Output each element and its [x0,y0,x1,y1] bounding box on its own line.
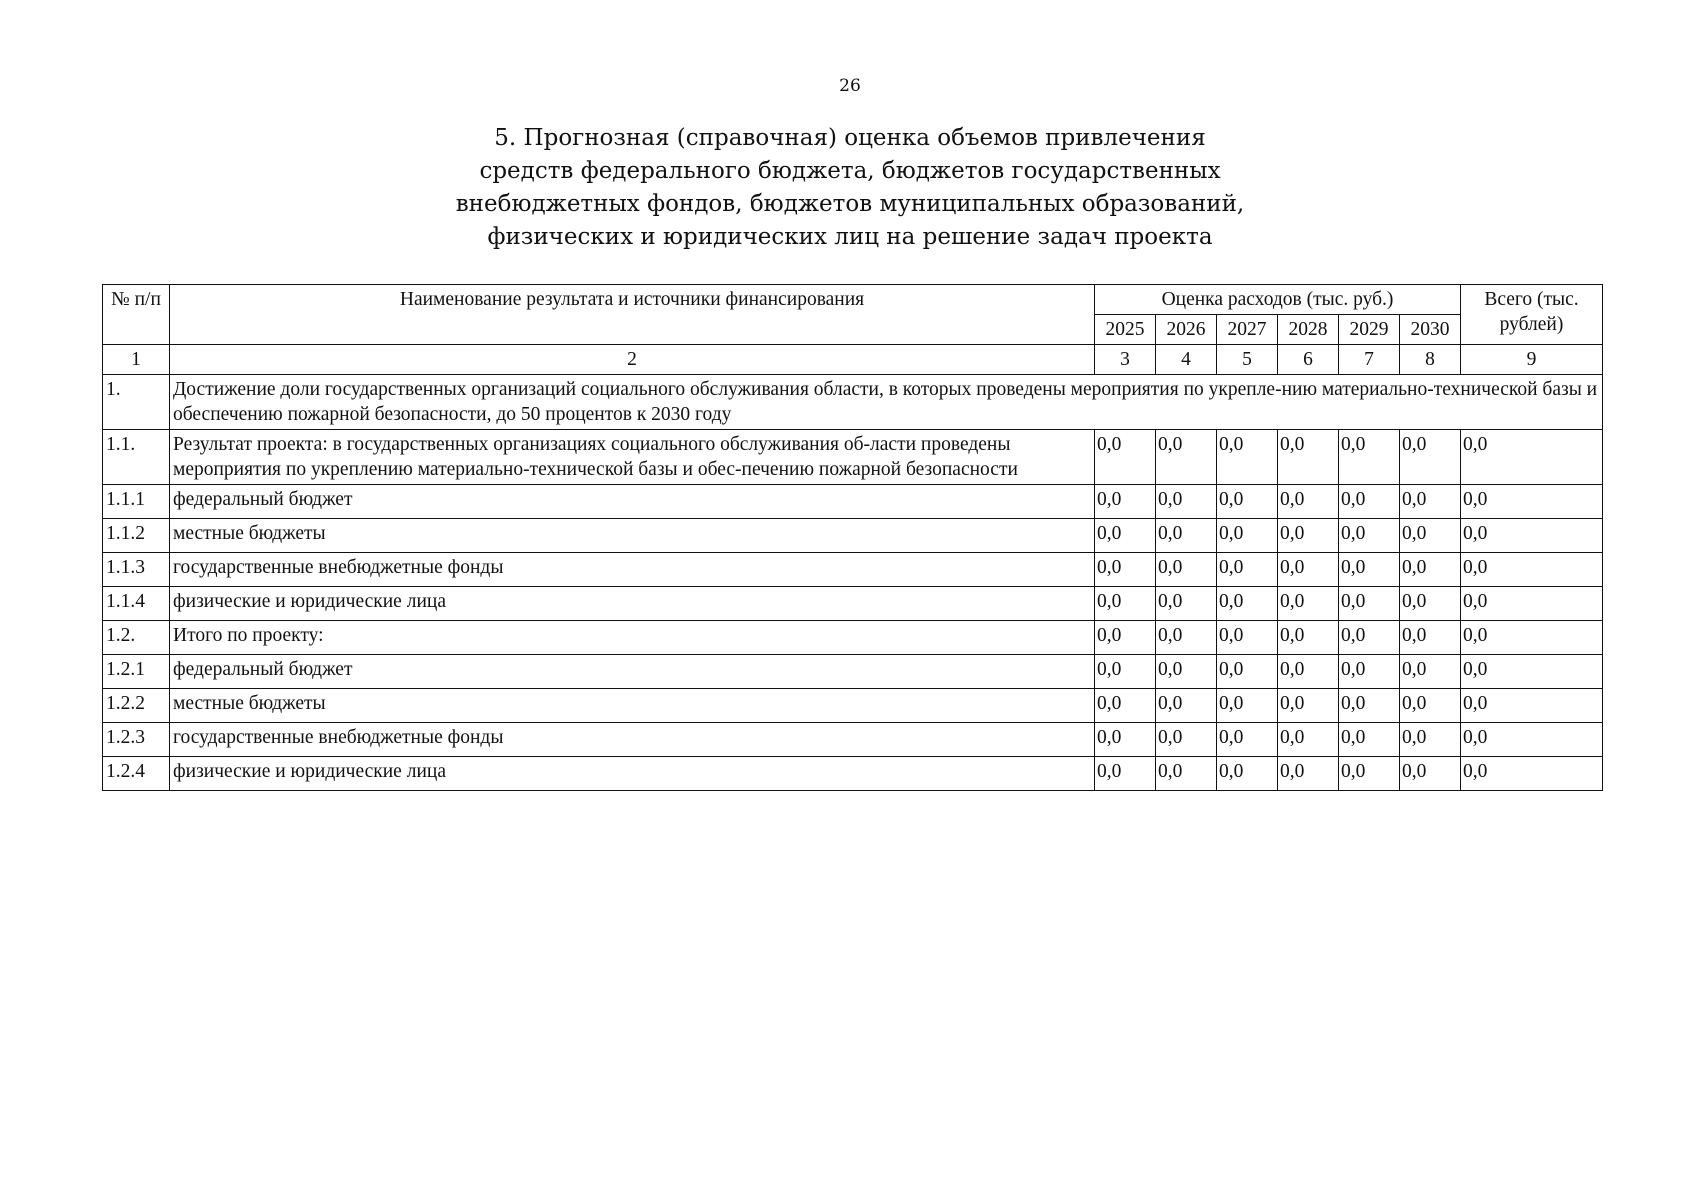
row-value: 0,0 [1217,655,1278,689]
row-value: 0,0 [1156,621,1217,655]
header-year: 2028 [1278,315,1339,345]
row-value: 0,0 [1339,519,1400,553]
row-value: 0,0 [1095,587,1156,621]
table-row [103,689,1603,723]
title-line: 5. Прогнозная (справочная) оценка объемов привлечения [494,125,1206,151]
row-value: 0,0 [1095,621,1156,655]
row-value: 0,0 [1461,519,1603,553]
row-value: 0,0 [1156,757,1217,791]
row-value: 0,0 [1278,757,1339,791]
row-value: 0,0 [1400,723,1461,757]
row-value: 0,0 [1156,485,1217,519]
row-value: 0,0 [1217,723,1278,757]
row-name: местные бюджеты [170,519,1095,553]
row-value: 0,0 [1278,621,1339,655]
row-value: 0,0 [1278,587,1339,621]
col-number: 2 [170,345,1095,375]
row-num: 1.1.3 [103,553,170,587]
row-value: 0,0 [1156,723,1217,757]
page-number: 26 [839,76,861,96]
header-estimate: Оценка расходов (тыс. руб.) [1095,285,1461,315]
row-name: Итого по проекту: [170,621,1095,655]
row-value: 0,0 [1156,430,1217,485]
row-value: 0,0 [1095,485,1156,519]
table-row [103,430,1603,485]
row-name: местные бюджеты [170,689,1095,723]
row-value: 0,0 [1095,723,1156,757]
header-year: 2030 [1400,315,1461,345]
row-value: 0,0 [1278,553,1339,587]
row-value: 0,0 [1339,689,1400,723]
row-num: 1.2.4 [103,757,170,791]
row-value: 0,0 [1217,485,1278,519]
row-name: физические и юридические лица [170,757,1095,791]
funding-table [102,284,1603,791]
row-value: 0,0 [1339,723,1400,757]
row-value: 0,0 [1095,519,1156,553]
title-line: средств федерального бюджета, бюджетов государственных [479,158,1221,184]
row-value: 0,0 [1400,655,1461,689]
row-value: 0,0 [1461,553,1603,587]
row-num: 1.2. [103,621,170,655]
section-text: Достижение доли государственных организаций социального обслуживания области, в которых проведены мероприятия по укрепле-нию материально-технической базы и обеспечению пожарной безопасности, до 50 процентов к 2030 году [170,375,1603,430]
col-number: 6 [1278,345,1339,375]
document-title [0,122,1700,254]
row-value: 0,0 [1461,757,1603,791]
col-number: 7 [1339,345,1400,375]
header-year: 2025 [1095,315,1156,345]
col-number: 3 [1095,345,1156,375]
table-row [103,553,1603,587]
table-row [103,723,1603,757]
row-name: физические и юридические лица [170,587,1095,621]
row-value: 0,0 [1400,621,1461,655]
row-value: 0,0 [1217,587,1278,621]
row-name: федеральный бюджет [170,485,1095,519]
table-row [103,519,1603,553]
row-value: 0,0 [1217,621,1278,655]
row-value: 0,0 [1156,689,1217,723]
row-value: 0,0 [1461,485,1603,519]
row-value: 0,0 [1400,587,1461,621]
row-value: 0,0 [1217,430,1278,485]
row-value: 0,0 [1278,723,1339,757]
row-value: 0,0 [1339,485,1400,519]
table-row [103,485,1603,519]
row-value: 0,0 [1278,430,1339,485]
row-value: 0,0 [1400,519,1461,553]
row-value: 0,0 [1095,757,1156,791]
row-value: 0,0 [1095,689,1156,723]
header-num: № п/п [103,285,170,345]
header-year: 2026 [1156,315,1217,345]
row-value: 0,0 [1217,553,1278,587]
section-num: 1. [103,375,170,430]
row-value: 0,0 [1095,430,1156,485]
row-name: государственные внебюджетные фонды [170,723,1095,757]
row-value: 0,0 [1461,430,1603,485]
row-value: 0,0 [1461,655,1603,689]
row-num: 1.2.2 [103,689,170,723]
row-value: 0,0 [1461,587,1603,621]
header-year: 2029 [1339,315,1400,345]
table-row [103,757,1603,791]
col-number: 5 [1217,345,1278,375]
col-number: 1 [103,345,170,375]
row-value: 0,0 [1217,757,1278,791]
col-number: 9 [1461,345,1603,375]
row-value: 0,0 [1339,757,1400,791]
row-value: 0,0 [1400,485,1461,519]
row-value: 0,0 [1156,553,1217,587]
title-line: физических и юридических лиц на решение задач проекта [487,224,1213,250]
table-row [103,655,1603,689]
row-value: 0,0 [1339,655,1400,689]
row-value: 0,0 [1339,430,1400,485]
row-value: 0,0 [1400,689,1461,723]
row-value: 0,0 [1156,519,1217,553]
row-value: 0,0 [1217,519,1278,553]
row-value: 0,0 [1461,723,1603,757]
col-number: 8 [1400,345,1461,375]
table-body [103,375,1603,791]
row-num: 1.1.2 [103,519,170,553]
row-value: 0,0 [1339,587,1400,621]
row-value: 0,0 [1156,655,1217,689]
row-value: 0,0 [1278,485,1339,519]
row-value: 0,0 [1400,430,1461,485]
row-value: 0,0 [1278,519,1339,553]
row-value: 0,0 [1400,757,1461,791]
row-value: 0,0 [1095,553,1156,587]
row-num: 1.1.1 [103,485,170,519]
row-value: 0,0 [1156,587,1217,621]
title-line: внебюджетных фондов, бюджетов муниципальных образований, [455,191,1245,217]
row-value: 0,0 [1400,553,1461,587]
row-num: 1.1. [103,430,170,485]
row-value: 0,0 [1278,689,1339,723]
row-value: 0,0 [1339,621,1400,655]
header-total: Всего (тыс. рублей) [1461,285,1603,345]
row-num: 1.2.1 [103,655,170,689]
row-value: 0,0 [1461,689,1603,723]
table-row [103,587,1603,621]
row-name: федеральный бюджет [170,655,1095,689]
header-year: 2027 [1217,315,1278,345]
table-row [103,621,1603,655]
row-value: 0,0 [1278,655,1339,689]
row-name: Результат проекта: в государственных организациях социального обслуживания об-ласти проведены мероприятия по укреплению материально-технической базы и обес-печению пожарной безопасности [170,430,1095,485]
col-number: 4 [1156,345,1217,375]
section-row [103,375,1603,430]
row-value: 0,0 [1095,655,1156,689]
row-value: 0,0 [1217,689,1278,723]
row-num: 1.2.3 [103,723,170,757]
row-name: государственные внебюджетные фонды [170,553,1095,587]
row-value: 0,0 [1339,553,1400,587]
row-num: 1.1.4 [103,587,170,621]
header-name: Наименование результата и источники финансирования [170,285,1095,345]
row-value: 0,0 [1461,621,1603,655]
